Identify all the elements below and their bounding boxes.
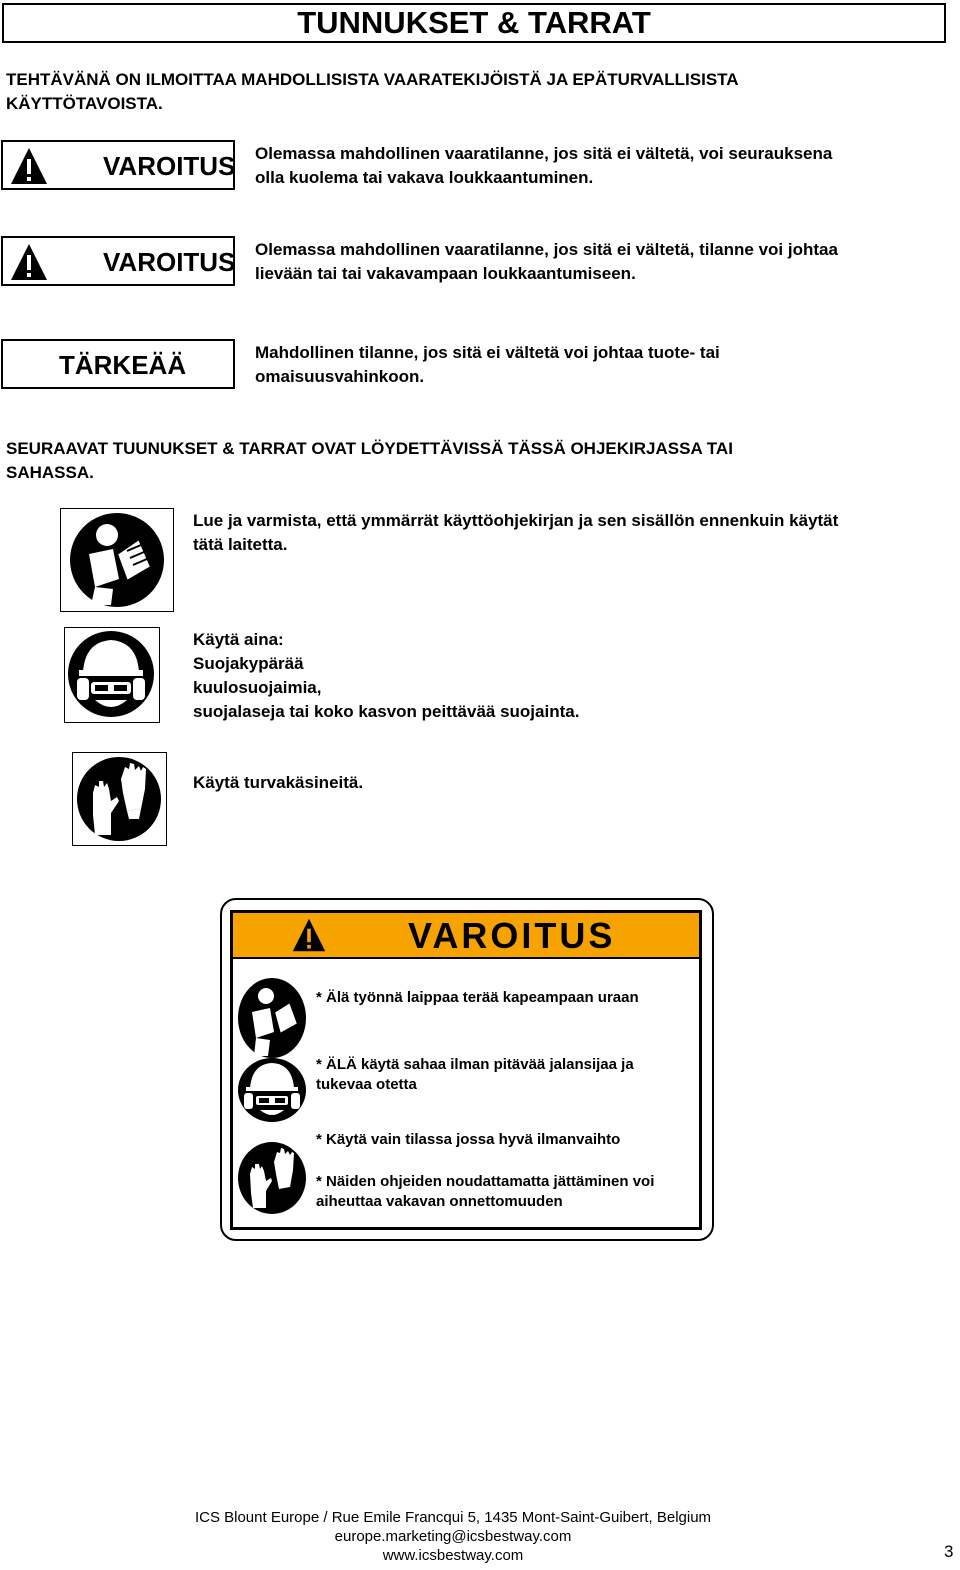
footer-website[interactable]: www.icsbestway.com <box>382 1547 524 1564</box>
warning-triangle-icon <box>9 146 49 186</box>
signal-box-warning-1 <box>1 140 235 190</box>
label-line-4a: * Näiden ohjeiden noudattamatta jättäminen voi <box>316 1173 655 1190</box>
pictogram-text-2a: Käytä aina: <box>193 630 284 649</box>
signal-text-1a: Olemassa mahdollinen vaaratilanne, jos sitä ei vältetä, voi seurauksena <box>255 144 833 163</box>
signal-box-notice <box>1 339 235 389</box>
pictogram-read-manual <box>60 508 174 612</box>
signal-word: VAROITUS <box>103 151 236 181</box>
read-manual-icon <box>236 974 308 1058</box>
footer-email[interactable]: europe.marketing@icsbestway.com <box>334 1528 572 1545</box>
page-title: TUNNUKSET & TARRAT <box>2 3 946 43</box>
label-line-3: * Käytä vain tilassa jossa hyvä ilmanvaihto <box>316 1131 621 1148</box>
signal-word: VAROITUS <box>103 247 236 277</box>
pictogram-text-1b: tätä laitetta. <box>193 535 288 554</box>
footer-address: ICS Blount Europe / Rue Emile Francqui 5, 1435 Mont-Saint-Guibert, Belgium <box>194 1509 712 1526</box>
label-line-2b: tukevaa otetta <box>316 1076 417 1093</box>
page-number: 3 <box>944 1542 954 1561</box>
label-line-2a: * ÄLÄ käytä sahaa ilman pitävää jalansijaa ja <box>316 1056 634 1073</box>
pictogram-helmet <box>64 627 160 723</box>
helmet-hearing-protection-icon <box>65 628 158 721</box>
helmet-hearing-protection-icon <box>236 1056 308 1124</box>
warning-label-title: VAROITUS <box>408 915 616 956</box>
signal-text-1b: olla kuolema tai vakava loukkaantuminen. <box>255 168 594 187</box>
pictogram-text-1a: Lue ja varmista, että ymmärrät käyttöohjekirjan ja sen sisällön ennenkuin käytät <box>193 511 839 530</box>
warning-triangle-icon <box>9 242 49 282</box>
pictogram-gloves <box>72 752 167 846</box>
pictogram-text-2c: kuulosuojaimia, <box>193 678 322 697</box>
read-manual-icon <box>61 509 172 610</box>
pictogram-text-2b: Suojakypärää <box>193 654 304 673</box>
label-line-1: * Älä työnnä laippaa terää kapeampaan uraan <box>316 989 639 1006</box>
intro-line-1: TEHTÄVÄNÄ ON ILMOITTAA MAHDOLLISISTA VAARATEKIJÖISTÄ JA EPÄTURVALLISISTA <box>6 70 739 89</box>
pictogram-text-3: Käytä turvakäsineitä. <box>193 773 364 792</box>
intro-line-2: KÄYTTÖTAVOISTA. <box>6 94 163 113</box>
section-heading-line-2: SAHASSA. <box>6 463 94 482</box>
signal-text-3b: omaisuusvahinkoon. <box>255 367 425 386</box>
warning-triangle-icon <box>291 917 327 953</box>
signal-text-3a: Mahdollinen tilanne, jos sitä ei vältetä voi johtaa tuote- tai <box>255 343 720 362</box>
label-line-4b: aiheuttaa vakavan onnettomuuden <box>316 1193 563 1210</box>
signal-box-warning-2 <box>1 236 235 286</box>
signal-text-2b: lievään tai tai vakavampaan loukkaantumiseen. <box>255 264 636 283</box>
pictogram-text-2d: suojalaseja tai koko kasvon peittävää suojainta. <box>193 702 580 721</box>
section-heading-line-1: SEURAAVAT TUUNUKSET & TARRAT OVAT LÖYDETTÄVISSÄ TÄSSÄ OHJEKIRJASSA TAI <box>6 439 733 458</box>
gloves-icon <box>236 1140 308 1216</box>
signal-text-2a: Olemassa mahdollinen vaaratilanne, jos sitä ei vältetä, tilanne voi johtaa <box>255 240 838 259</box>
gloves-icon <box>73 753 165 844</box>
signal-word: TÄRKEÄÄ <box>59 350 187 380</box>
warning-label-header <box>233 913 699 959</box>
